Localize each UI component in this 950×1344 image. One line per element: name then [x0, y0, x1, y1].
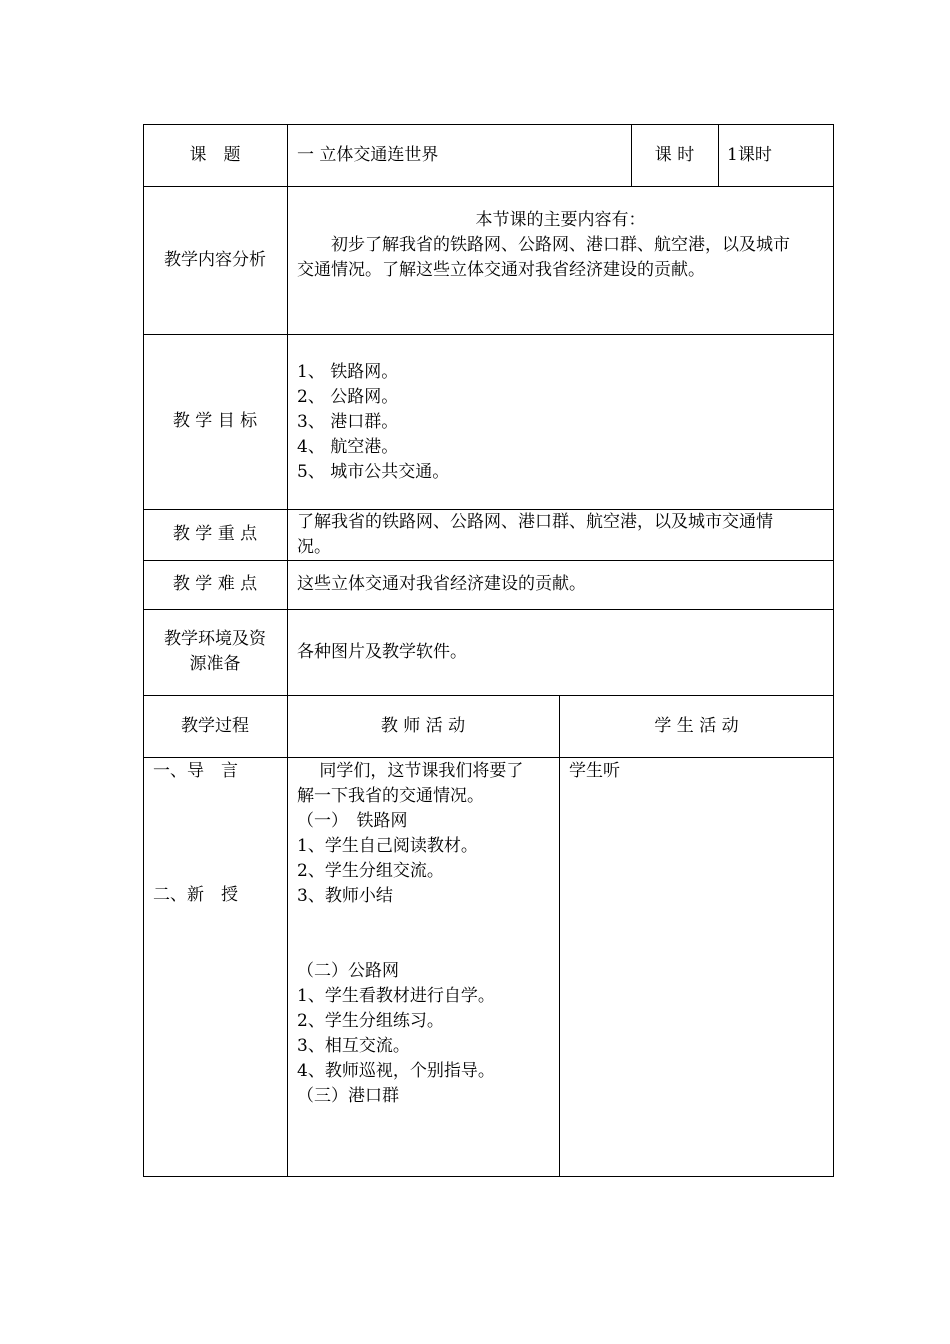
student-activity-header: 学 生 活 动: [654, 716, 739, 736]
column-divider: [718, 124, 719, 186]
row-divider: [143, 334, 834, 335]
content-analysis-line: 初步了解我省的铁路网、公路网、港口群、航空港，以及城市: [297, 235, 790, 255]
student-activity-text: 学生听: [569, 761, 620, 781]
period-value: 1课时: [727, 145, 772, 165]
teacher-activity-line: 同学们，这节课我们将要了: [297, 761, 524, 781]
topic-value: 一 立体交通连世界: [297, 145, 439, 165]
row-divider: [143, 609, 834, 610]
resources-text: 各种图片及教学软件。: [297, 642, 467, 662]
teacher-activity-line: 4、教师巡视，个别指导。: [297, 1061, 495, 1081]
teacher-activity-line: 解一下我省的交通情况。: [297, 786, 484, 806]
objective-item: 2、 公路网。: [297, 387, 399, 407]
teacher-activity-line: 1、学生看教材进行自学。: [297, 986, 495, 1006]
stage-intro: 一、导 言: [153, 761, 238, 781]
resources-label: 教学环境及资: [164, 629, 266, 649]
teacher-activity-line: 2、学生分组交流。: [297, 861, 444, 881]
topic-label: 课 题: [189, 145, 241, 165]
resources-label: 源准备: [189, 654, 241, 674]
teacher-activity-header: 教 师 活 动: [380, 716, 466, 736]
content-analysis-heading: 本节课的主要内容有：: [475, 210, 646, 230]
difficulties-label: 教 学 难 点: [172, 574, 258, 594]
objective-item: 1、 铁路网。: [297, 362, 399, 382]
objective-item: 3、 港口群。: [297, 412, 399, 432]
teacher-activity-line: （一） 铁路网: [297, 811, 408, 831]
teacher-activity-line: 3、相互交流。: [297, 1036, 410, 1056]
teacher-activity-line: 2、学生分组练习。: [297, 1011, 444, 1031]
difficulties-text: 这些立体交通对我省经济建设的贡献。: [297, 574, 586, 594]
key-points-line: 况。: [297, 537, 331, 557]
stage-new-lesson: 二、新 授: [153, 885, 238, 905]
objective-item: 4、 航空港。: [297, 437, 399, 457]
row-divider: [143, 695, 834, 696]
column-divider: [287, 124, 288, 1177]
period-label: 课 时: [654, 145, 695, 165]
teacher-activity-list: [297, 759, 523, 1109]
content-analysis-label: 教学内容分析: [164, 250, 266, 270]
row-divider: [143, 560, 834, 561]
key-points-line: 了解我省的铁路网、公路网、港口群、航空港，以及城市交通情: [297, 512, 773, 532]
teacher-activity-line: （三）港口群: [297, 1086, 399, 1106]
content-analysis-line: 交通情况。了解这些立体交通对我省经济建设的贡献。: [297, 260, 705, 280]
teacher-activity-line: [297, 934, 523, 959]
teacher-activity-line: 3、教师小结: [297, 886, 393, 906]
objectives-label: 教 学 目 标: [172, 411, 258, 431]
row-divider: [143, 757, 834, 758]
objective-item: 5、 城市公共交通。: [297, 462, 450, 482]
teacher-activity-line: 1、学生自己阅读教材。: [297, 836, 478, 856]
teacher-activity-line: （二）公路网: [297, 961, 399, 981]
key-points-label: 教 学 重 点: [172, 524, 258, 544]
teacher-activity-line: [297, 909, 523, 934]
column-divider: [559, 695, 560, 1177]
process-label: 教学过程: [181, 716, 249, 736]
objectives-list: [297, 360, 449, 485]
row-divider: [143, 186, 834, 187]
